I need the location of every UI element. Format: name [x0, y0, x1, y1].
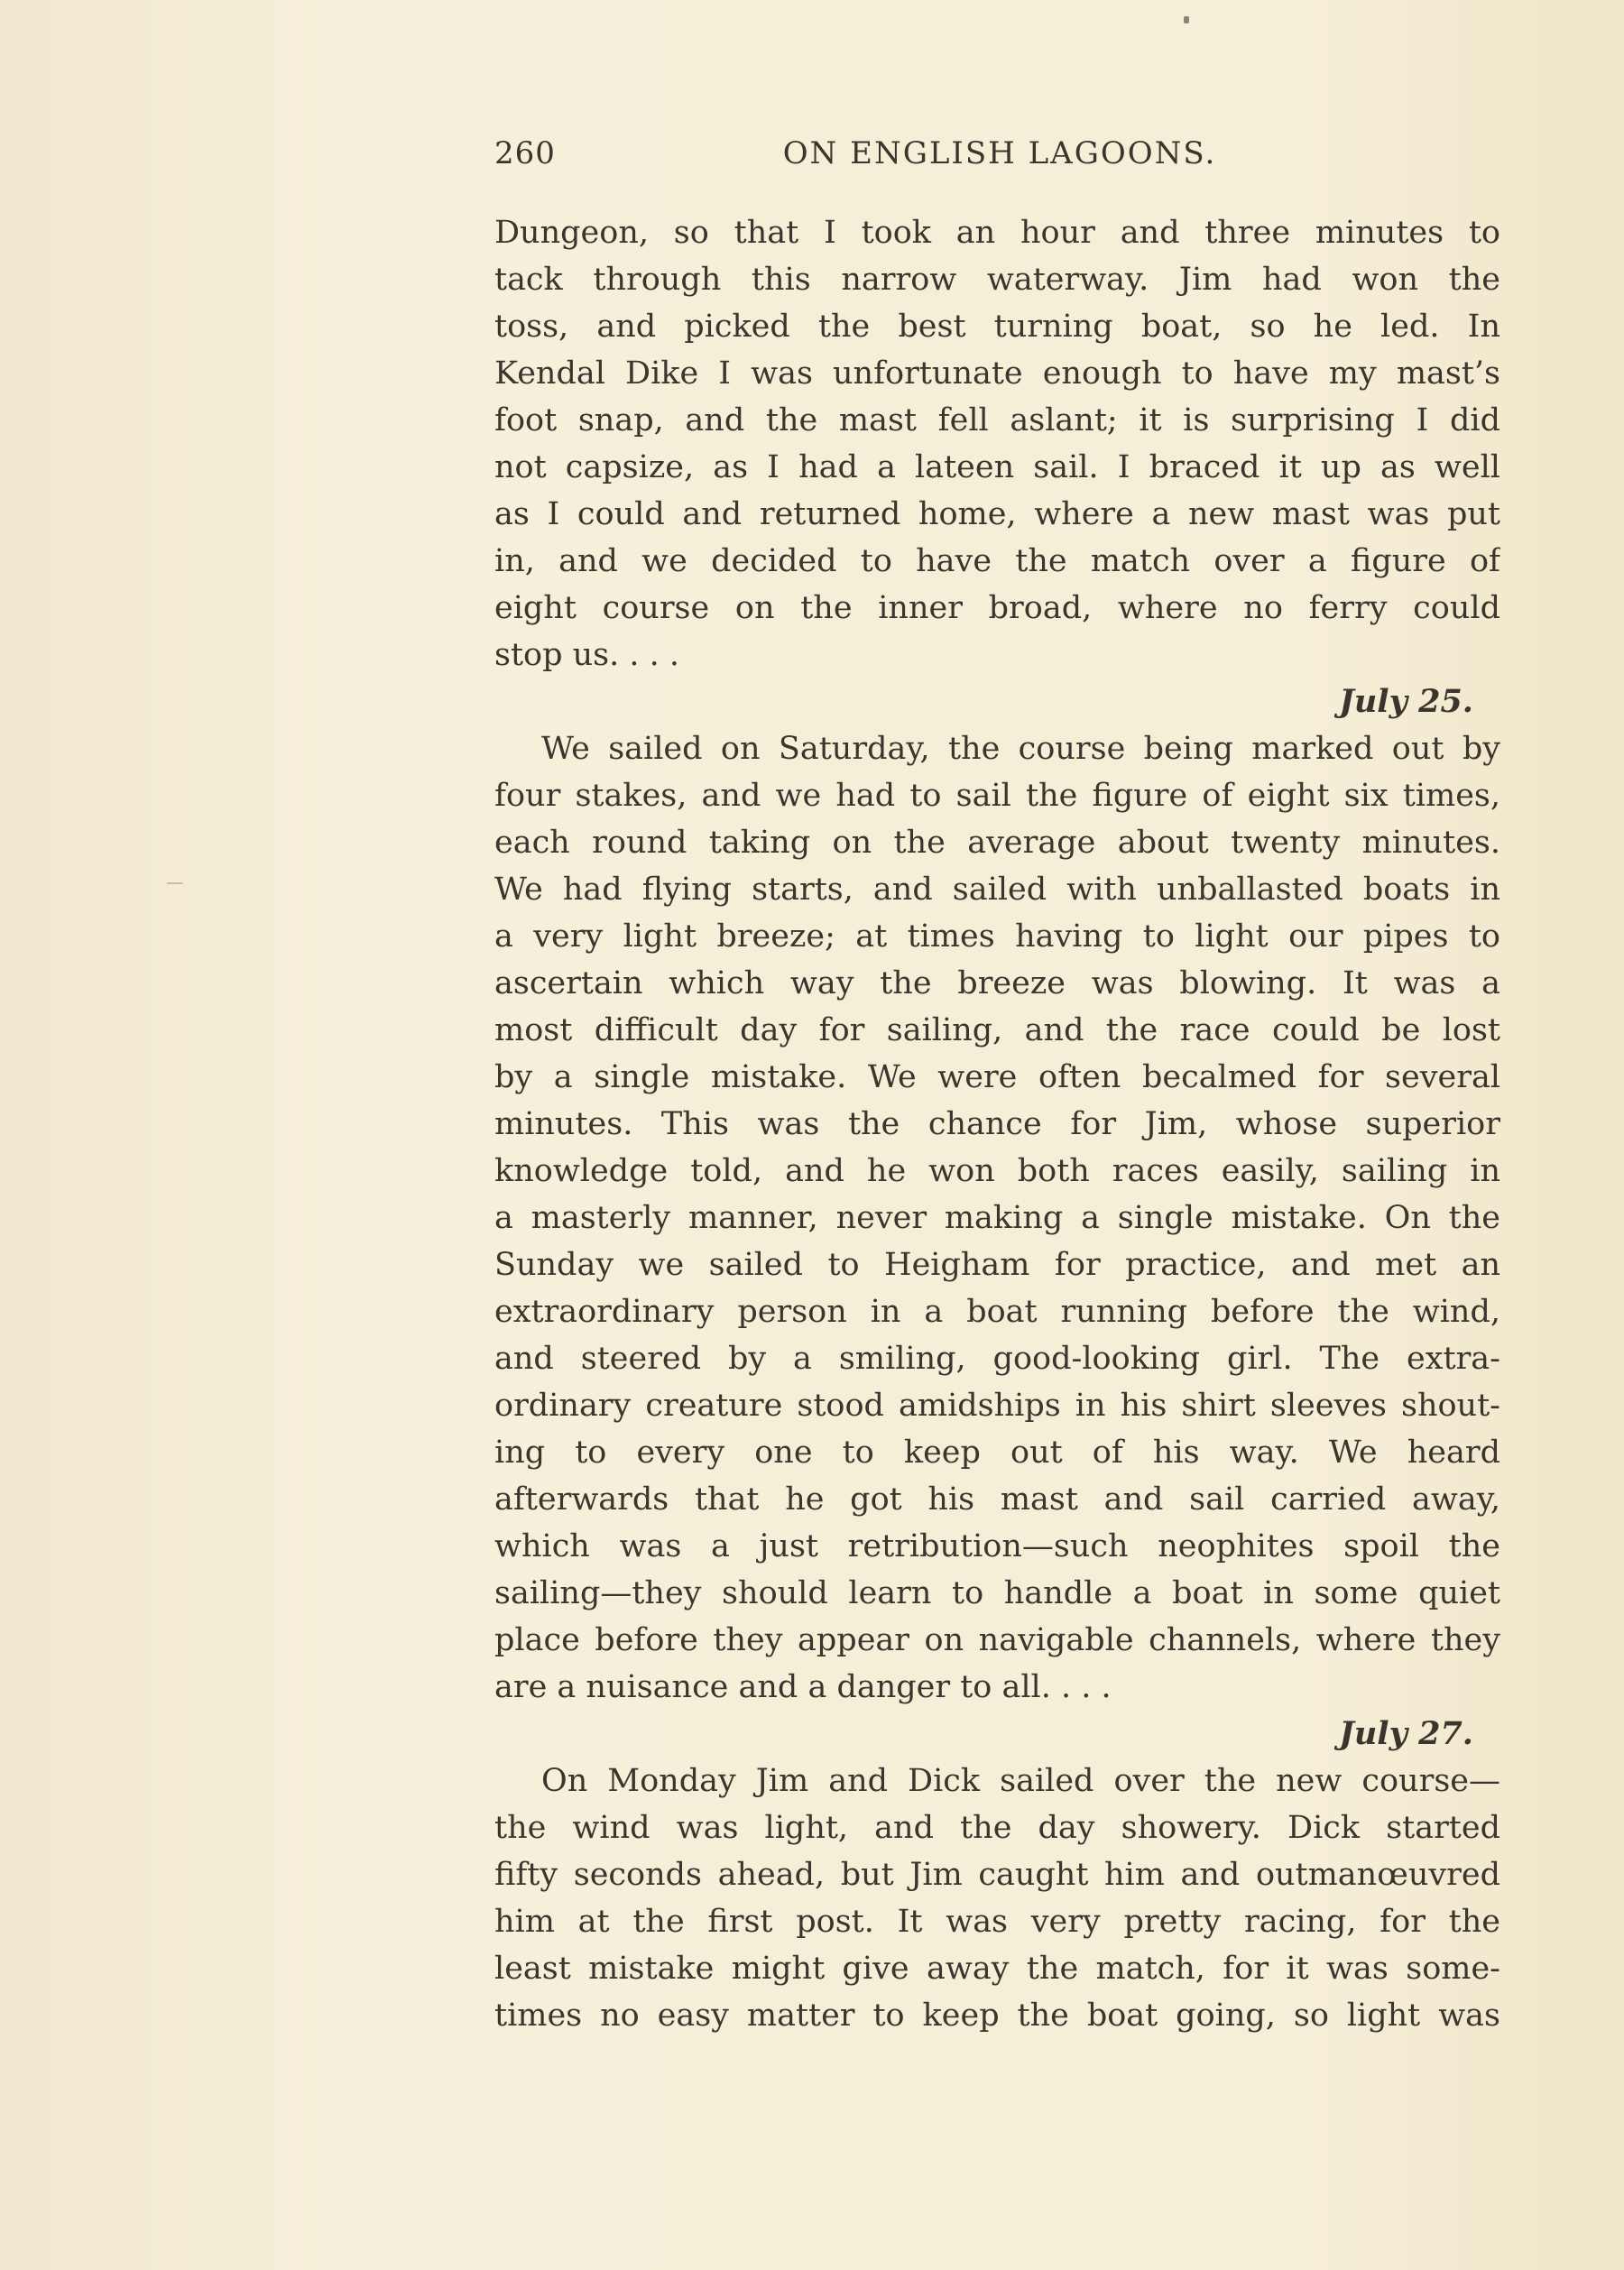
text-line: a very light breeze; at times having to light our pipes to	[494, 918, 1500, 955]
text-line: stop us. . . .	[494, 637, 680, 673]
text-line: most difficult day for sailing, and the race could be lost	[494, 1012, 1500, 1048]
diary-date-text: July 27.	[1339, 1715, 1473, 1752]
diary-date	[494, 1711, 1500, 1758]
page-header	[494, 135, 1505, 189]
margin-mark	[167, 882, 183, 884]
text-line: knowledge told, and he won both races easily, sailing in	[494, 1153, 1500, 1189]
text-line: the wind was light, and the day showery. Dick started	[494, 1810, 1500, 1846]
text-line: least mistake might give away the match, for it was some-	[494, 1951, 1500, 1987]
text-line: fifty seconds ahead, but Jim caught him and outmanœuvred	[494, 1857, 1500, 1893]
text-line: extraordinary person in a boat running before the wind,	[494, 1294, 1500, 1330]
text-line: On Monday Jim and Dick sailed over the new course—	[541, 1763, 1500, 1799]
text-line: eight course on the inner broad, where no ferry could	[494, 590, 1500, 626]
diary-date-text: July 25.	[1339, 683, 1473, 720]
text-line: We sailed on Saturday, the course being marked out by	[541, 731, 1500, 767]
running-title: ON ENGLISH LAGOONS.	[782, 135, 1217, 171]
diary-date	[494, 678, 1500, 725]
text-line: place before they appear on navigable channels, where they	[494, 1622, 1500, 1658]
text-line: him at the first post. It was very pretty racing, for the	[494, 1904, 1500, 1940]
text-line: We had flying starts, and sailed with unballasted boats in	[494, 872, 1500, 908]
text-line: are a nuisance and a danger to all. . . .	[494, 1669, 1112, 1705]
text-line: which was a just retribution—such neophites spoil the	[494, 1528, 1500, 1564]
text-line: and steered by a smiling, good-looking girl. The extra-	[494, 1341, 1500, 1377]
text-line: four stakes, and we had to sail the figure of eight six times,	[494, 778, 1500, 814]
text-line: as I could and returned home, where a new mast was put	[494, 496, 1500, 532]
text-line: Kendal Dike I was unfortunate enough to have my mast’s	[494, 355, 1500, 392]
text-line: times no easy matter to keep the boat going, so light was	[494, 1998, 1500, 2034]
text-line: Sunday we sailed to Heigham for practice, and met an	[494, 1247, 1500, 1283]
page-number: 260	[494, 135, 556, 171]
text-line: ordinary creature stood amidships in his shirt sleeves shout-	[494, 1388, 1500, 1424]
text-line: not capsize, as I had a lateen sail. I braced it up as well	[494, 449, 1500, 485]
text-line: Dungeon, so that I took an hour and three minutes to	[494, 215, 1500, 251]
text-line: sailing—they should learn to handle a boat in some quiet	[494, 1575, 1500, 1611]
text-line: a masterly manner, never making a single mistake. On the	[494, 1200, 1500, 1236]
body-text	[494, 209, 1500, 2039]
text-line: tack through this narrow waterway. Jim had won the	[494, 262, 1500, 298]
text-line: minutes. This was the chance for Jim, whose superior	[494, 1106, 1500, 1142]
text-line: ascertain which way the breeze was blowing. It was a	[494, 965, 1500, 1001]
text-line: foot snap, and the mast fell aslant; it is surprising I did	[494, 402, 1500, 438]
text-line: afterwards that he got his mast and sail carried away,	[494, 1481, 1500, 1518]
text-line: by a single mistake. We were often becalmed for several	[494, 1059, 1500, 1095]
printer-mark	[1184, 16, 1189, 23]
text-line: in, and we decided to have the match over a figure of	[494, 543, 1500, 579]
text-line: toss, and picked the best turning boat, so he led. In	[494, 309, 1500, 345]
text-line: ing to every one to keep out of his way. We heard	[494, 1435, 1500, 1471]
text-line: each round taking on the average about twenty minutes.	[494, 825, 1500, 861]
